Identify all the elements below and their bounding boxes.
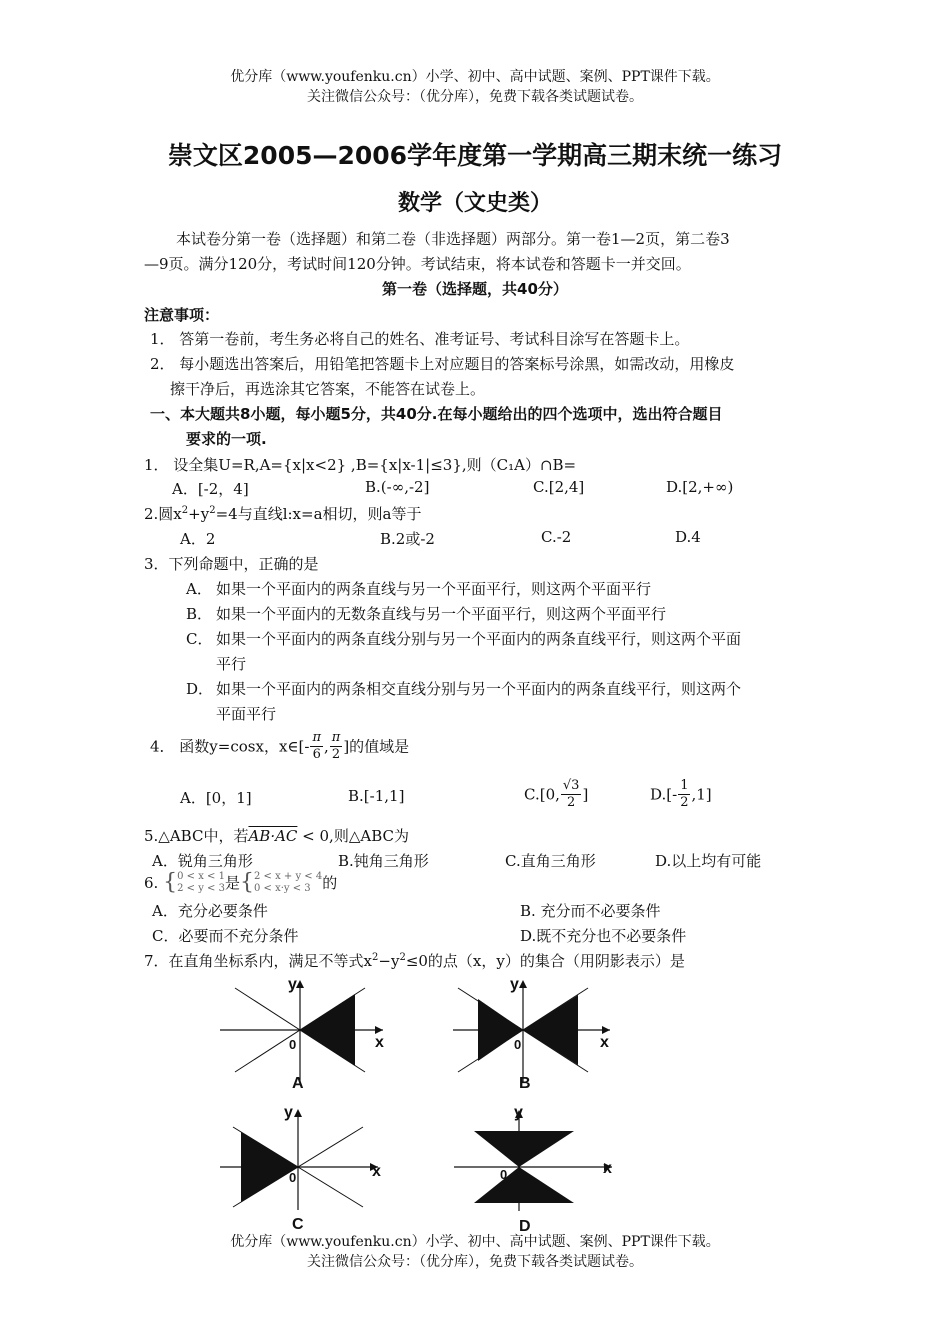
q6-option-a: A．充分必要条件 xyxy=(152,902,268,920)
q2-stem: 2.圆$x^2+y^2=4$与直线l:x=a相切，则a等于 xyxy=(144,505,422,523)
q5-option-b: B.钝角三角形 xyxy=(338,852,429,870)
graph-c-y-label: y xyxy=(284,1104,293,1121)
q3-option-b-label: B． xyxy=(186,605,213,623)
q3-stem: 3．下列命题中，正确的是 xyxy=(144,555,319,573)
q3-option-b: 如果一个平面内的无数条直线与另一个平面平行，则这两个平面平行 xyxy=(216,605,667,623)
q3-option-a: 如果一个平面内的两条直线与另一个平面平行，则这两个平面平行 xyxy=(216,580,652,598)
q2-option-d: D.4 xyxy=(675,528,701,546)
graph-b-label: B xyxy=(519,1075,531,1092)
page-title: 崇文区2005—2006学年度第一学期高三期末统一练习 xyxy=(167,141,783,170)
header-line-2: 关注微信公众号：（优分库），免费下载各类试题试卷。 xyxy=(307,89,643,105)
q2-option-c: C.-2 xyxy=(541,528,572,546)
notes-item-2a: 2． 每小题选出答案后，用铅笔把答题卡上对应题目的答案标号涂黑，如需改动，用橡皮 xyxy=(150,355,735,373)
notes-item-1: 1． 答第一卷前，考生务必将自己的姓名、准考证号、考试科目涂写在答题卡上。 xyxy=(150,330,690,348)
graph-d-label: D xyxy=(519,1218,531,1235)
graph-a-x-label: x xyxy=(375,1034,384,1051)
notes-item-2b: 擦干净后，再选涂其它答案，不能答在试卷上。 xyxy=(170,380,486,398)
q3-option-c-2: 平行 xyxy=(216,655,247,673)
graph-a-label: A xyxy=(292,1075,304,1092)
intro-line-2: —9页。满分120分，考试时间120分钟。考试结束，将本试卷和答题卡一并交回。 xyxy=(144,255,691,273)
graph-d-origin: 0 xyxy=(500,1167,508,1182)
q5-option-a: A．锐角三角形 xyxy=(152,852,253,870)
q3-option-d-2: 平面平行 xyxy=(216,705,277,723)
graph-b xyxy=(448,975,623,1090)
graph-c-origin: 0 xyxy=(289,1170,297,1185)
graph-a xyxy=(215,975,395,1090)
q5-stem: 5.△ABC中，若AB·AC < 0,则△ABC为 xyxy=(144,827,409,845)
q6-system-1: 0 < x < 1 2 < y < 3 xyxy=(177,871,225,894)
q6-option-d: D.既不充分也不必要条件 xyxy=(520,927,687,945)
q6-option-c: C．必要而不充分条件 xyxy=(152,927,299,945)
q3-option-a-label: A． xyxy=(186,580,212,598)
q1-stem: 1． 设全集U=R,A={x|x<2} ,B={x|x-1|≤3},则（C₁A）∩B= xyxy=(144,456,577,474)
q1-option-b: B.(-∞,-2] xyxy=(365,478,430,496)
q6-option-b: B. 充分而不必要条件 xyxy=(520,902,661,920)
graph-c-x-label: x xyxy=(372,1163,381,1180)
q4-option-d: D.[- $\frac{1}{2}$ ,1] xyxy=(650,778,712,810)
part1-title: 第一卷（选择题，共40分） xyxy=(382,280,568,298)
q1-option-a: A．[-2，4] xyxy=(172,480,249,498)
q4-option-b: B.[-1,1] xyxy=(348,787,405,805)
footer-line-1: 优分库（www.youfenku.cn）小学、初中、高中试题、案例、PPT课件下载。 xyxy=(230,1234,720,1250)
page-subtitle: 数学（文史类） xyxy=(397,191,552,216)
q3-option-c-label: C． xyxy=(186,630,213,648)
graph-c-label: C xyxy=(292,1216,304,1233)
q4-option-a: A．[0，1] xyxy=(180,789,252,807)
footer-line-2: 关注微信公众号：（优分库），免费下载各类试题试卷。 xyxy=(307,1254,643,1270)
section1-line-1: 一、本大题共8小题，每小题5分，共40分.在每小题给出的四个选项中，选出符合题目 xyxy=(150,405,723,423)
graph-d-y-label: y xyxy=(514,1104,523,1121)
q2-option-a: A．2 xyxy=(180,530,216,548)
q3-option-d-1: 如果一个平面内的两条相交直线分别与另一个平面内的两条直线平行，则这两个 xyxy=(216,680,742,698)
q3-option-c-1: 如果一个平面内的两条直线分别与另一个平面内的两条直线平行，则这两个平面 xyxy=(216,630,742,648)
graph-d-x-label: x xyxy=(603,1160,612,1177)
q5-option-d: D.以上均有可能 xyxy=(655,852,762,870)
graph-a-y-label: y xyxy=(288,976,297,993)
q4-option-c: C.[0, $\frac{√3}{2}$ ] xyxy=(524,778,589,810)
section1-line-2: 要求的一项. xyxy=(186,430,267,448)
notes-title: 注意事项： xyxy=(144,306,220,324)
q7-stem: 7．在直角坐标系内，满足不等式$x^2-y^2\le 0$的点（x，y）的集合（用阴影表示）是 xyxy=(144,952,685,970)
header-line-1: 优分库（www.youfenku.cn）小学、初中、高中试题、案例、PPT课件下载。 xyxy=(230,69,720,85)
q1-option-c: C.[2,4] xyxy=(533,478,585,496)
graph-b-y-label: y xyxy=(510,976,519,993)
q5-option-c: C.直角三角形 xyxy=(505,852,596,870)
graph-b-origin: 0 xyxy=(514,1037,522,1052)
graph-c xyxy=(218,1100,388,1215)
q1-option-d: D.[2,+∞) xyxy=(666,478,734,496)
graph-b-x-label: x xyxy=(600,1034,609,1051)
q4-stem: 4． 函数y=cosx，x∈[- $\frac{\pi}{6}$ , $\frac{\pi}{2}$ ]的值域是 xyxy=(150,730,410,762)
graph-d xyxy=(452,1103,622,1218)
q4-fraction-2: $\frac{\pi}{2}$ xyxy=(331,730,341,762)
q6-stem: 6. { 0 < x < 1 2 < y < 3 是{ 2 < x + y < 4 0 < x·y < 3 的 xyxy=(144,870,338,895)
q2-option-b: B.2或-2 xyxy=(380,530,435,548)
intro-line-1: 本试卷分第一卷（选择题）和第二卷（非选择题）两部分。第一卷1—2页，第二卷3 xyxy=(176,230,730,248)
graph-a-origin: 0 xyxy=(289,1037,297,1052)
q3-option-d-label: D． xyxy=(186,680,214,698)
q4-fraction-1: $\frac{\pi}{6}$ xyxy=(312,730,321,762)
q6-system-2: 2 < x + y < 4 0 < x·y < 3 xyxy=(253,871,323,894)
